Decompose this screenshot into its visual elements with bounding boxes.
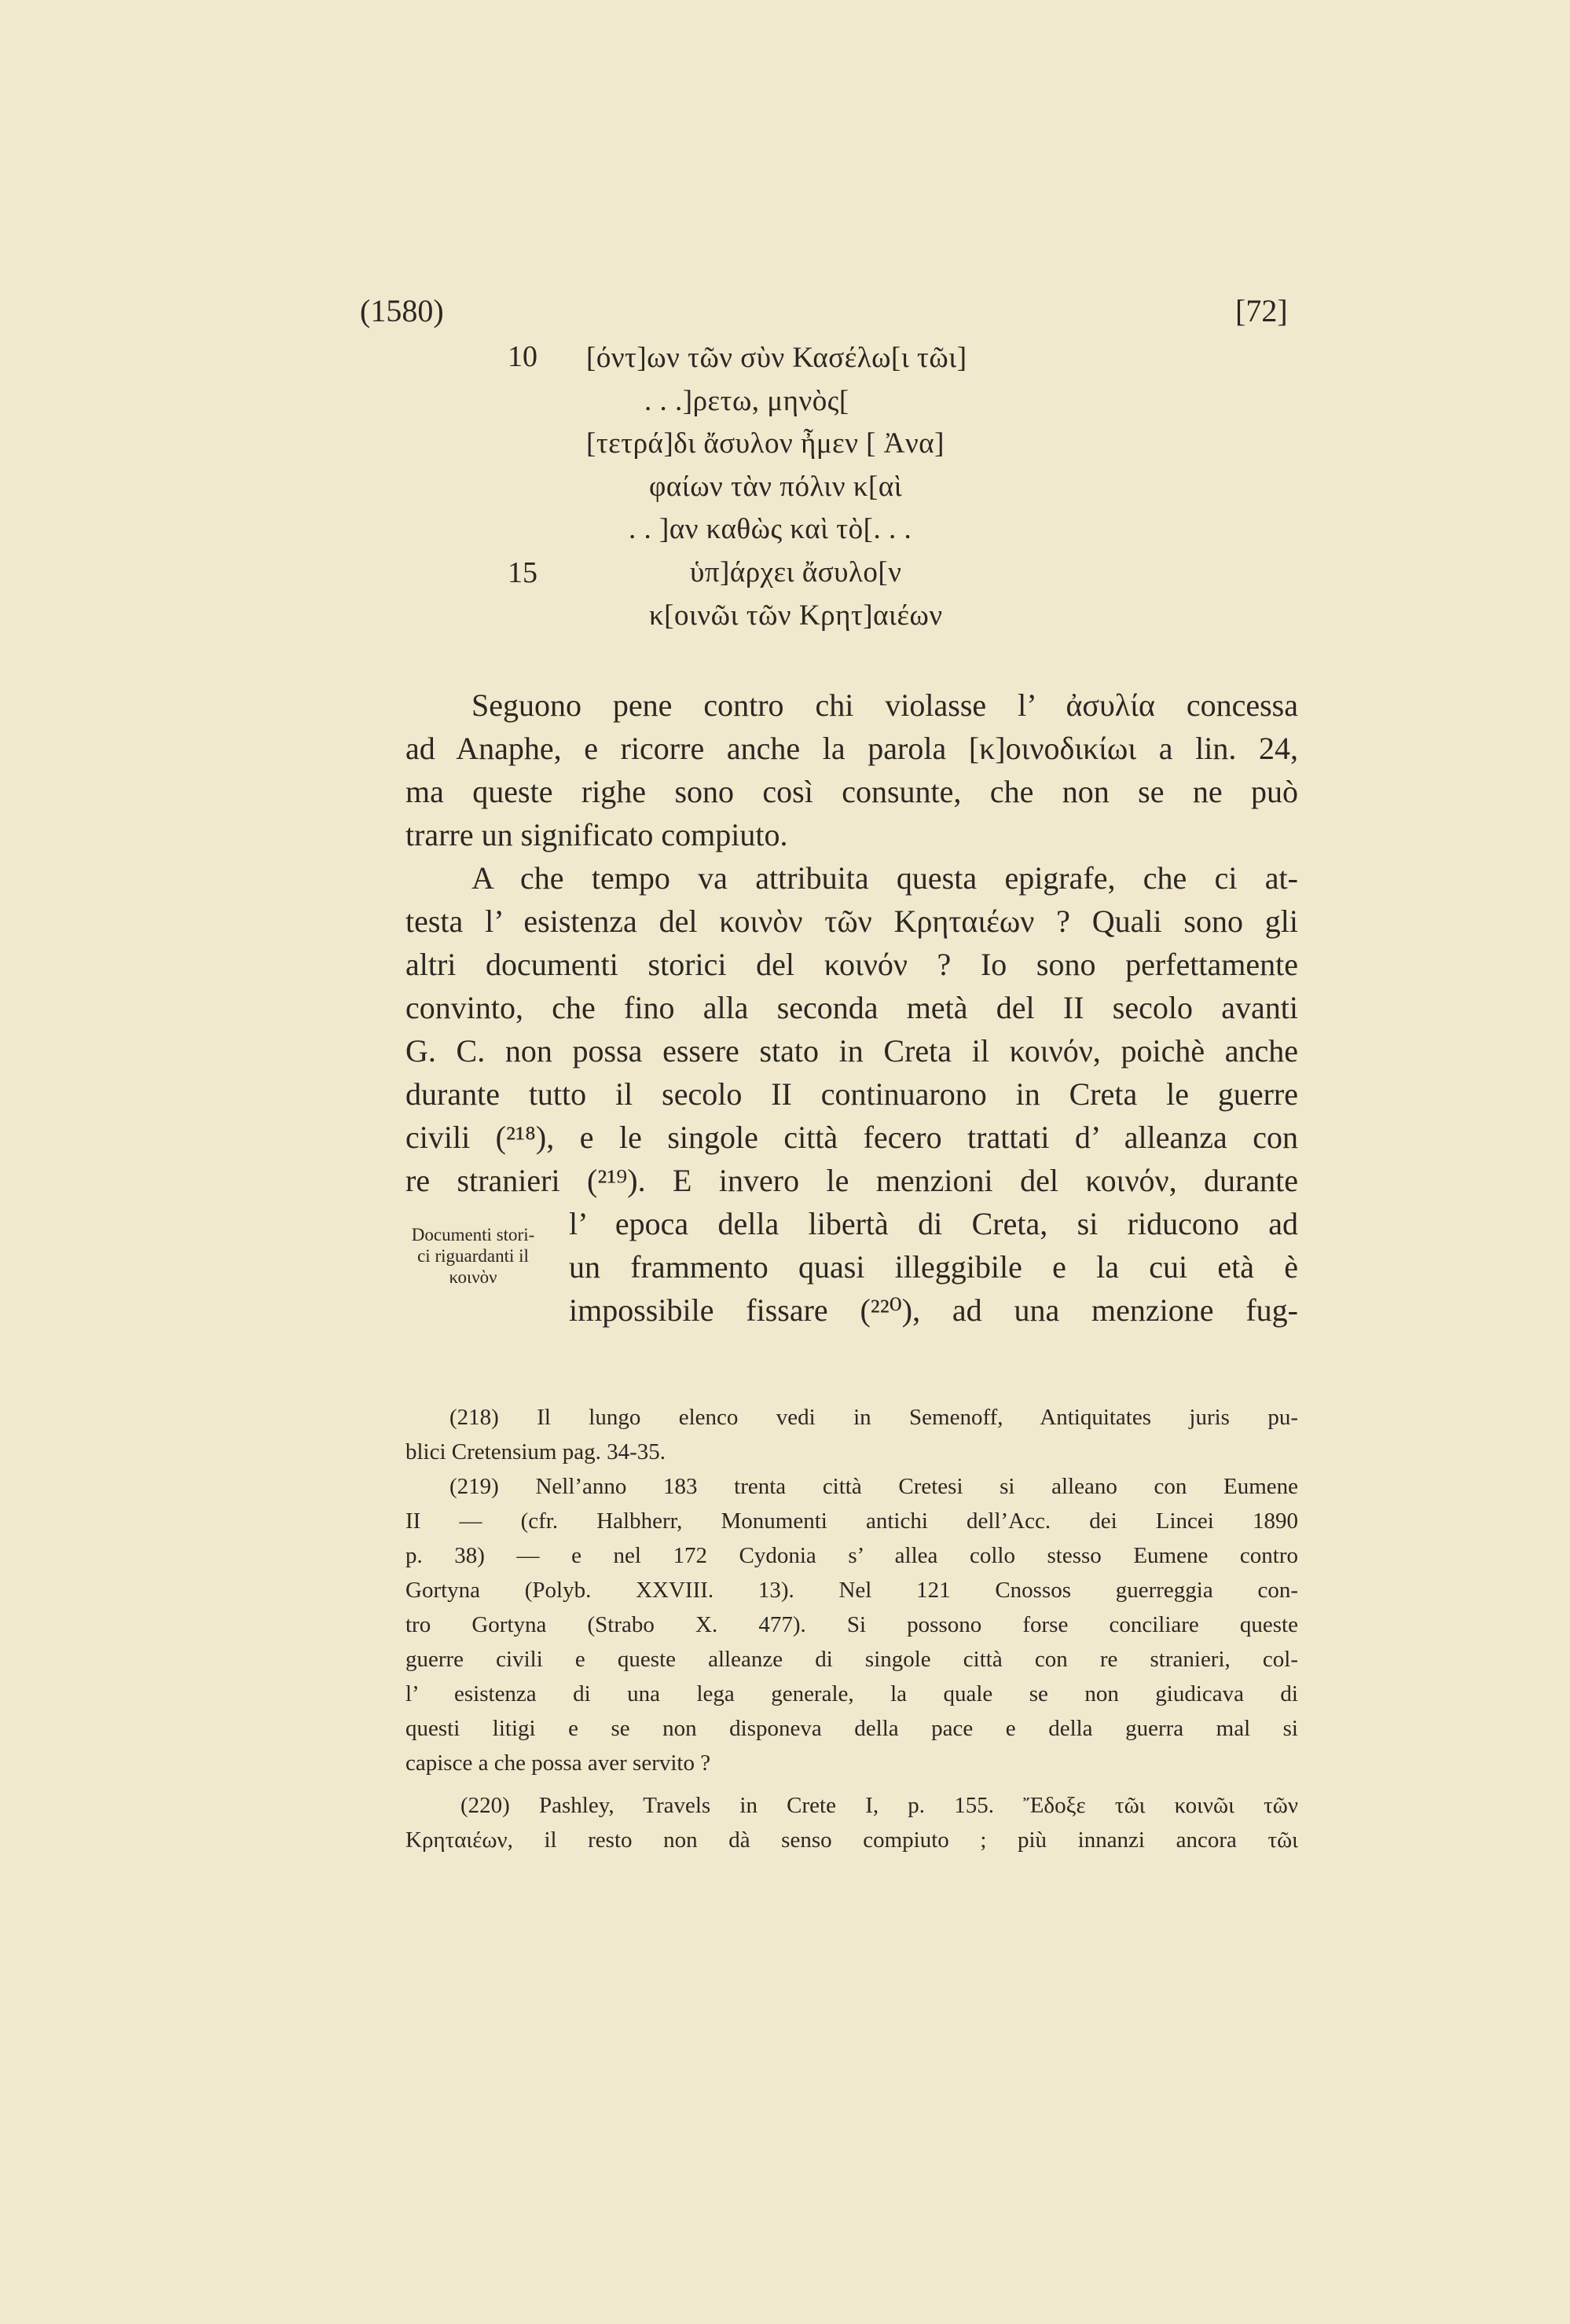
footnote-line: (220) Pashley, Travels in Crete I, p. 155. Ἔδοξε τῶι κοινῶι τῶν bbox=[460, 1793, 1298, 1818]
footnote-line: guerre civili e queste alleanze di singole città con re stranieri, col- bbox=[405, 1647, 1298, 1672]
body-line: testa l’ esistenza del κοινὸν τῶν Κρηταιέων ? Quali sono gli bbox=[405, 904, 1298, 939]
margin-note bbox=[383, 1224, 563, 1288]
body-line: ad Anaphe, e ricorre anche la parola [κ]οινοδικίωι a lin. 24, bbox=[405, 731, 1298, 766]
footnote-line: l’ esistenza di una lega generale, la quale se non giudicava di bbox=[405, 1681, 1298, 1706]
footnote-line: Κρηταιέων, il resto non dà senso compiuto ; più innanzi ancora τῶι bbox=[405, 1827, 1298, 1853]
body-line: trarre un significato compiuto. bbox=[405, 817, 788, 852]
inscription-line: κ[οινῶι τῶν Κρητ]αιέων bbox=[649, 599, 943, 632]
margin-note-line: ci riguardanti il bbox=[417, 1246, 529, 1266]
page-header-left: (1580) bbox=[360, 293, 444, 328]
body-line: Seguono pene contro chi violasse l’ ἀσυλία concessa bbox=[471, 687, 1298, 723]
inscription-line: [όντ]ων τῶν σὺν Κασέλω[ι τῶι] bbox=[586, 342, 967, 374]
inscription-line-number-15: 15 bbox=[508, 556, 537, 589]
footnote-line: blici Cretensium pag. 34-35. bbox=[405, 1439, 666, 1464]
body-line: un frammento quasi illeggibile e la cui età è bbox=[569, 1249, 1298, 1285]
inscription-line: φαίων τὰν πόλιν κ[αὶ bbox=[649, 471, 903, 503]
footnote-line: p. 38) — e nel 172 Cydonia s’ allea collo stesso Eumene contro bbox=[405, 1543, 1298, 1568]
footnote-line: (219) Nell’anno 183 trenta città Cretesi si alleano con Eumene bbox=[449, 1474, 1298, 1499]
footnote-line: II — (cfr. Halbherr, Monumenti antichi dell’Acc. dei Lincei 1890 bbox=[405, 1508, 1298, 1534]
body-line: G. C. non possa essere stato in Creta il κοινόν, poichè anche bbox=[405, 1033, 1298, 1069]
footnote-line: questi litigi e se non disponeva della pace e della guerra mal si bbox=[405, 1716, 1298, 1741]
body-line: l’ epoca della libertà di Creta, si riducono ad bbox=[569, 1206, 1298, 1241]
page-header-right: [72] bbox=[1235, 293, 1288, 328]
footnote-line: tro Gortyna (Strabo X. 477). Si possono forse conciliare queste bbox=[405, 1612, 1298, 1637]
footnote-line: (218) Il lungo elenco vedi in Semenoff, Antiquitates juris pu- bbox=[449, 1405, 1298, 1430]
body-line: ma queste righe sono così consunte, che non se ne può bbox=[405, 774, 1298, 809]
body-line: re stranieri (²¹⁹). E invero le menzioni del κοινόν, durante bbox=[405, 1163, 1298, 1198]
inscription-line: [τετρά]δι ἄσυλον ἦμεν [ Ἀνα] bbox=[586, 427, 945, 460]
footnote-line: Gortyna (Polyb. XXVIII. 13). Nel 121 Cnossos guerreggia con- bbox=[405, 1578, 1298, 1603]
inscription-line: . . .]ρετω, μηνὸς[ bbox=[644, 385, 849, 417]
margin-note-line: κοινὸν bbox=[449, 1267, 497, 1287]
body-line: durante tutto il secolo II continuarono in Creta le guerre bbox=[405, 1076, 1298, 1112]
body-line: A che tempo va attribuita questa epigrafe, che ci at- bbox=[471, 860, 1298, 896]
body-line: impossibile fissare (²²⁰), ad una menzione fug- bbox=[569, 1292, 1298, 1328]
body-line: convinto, che fino alla seconda metà del II secolo avanti bbox=[405, 990, 1298, 1025]
margin-note-line: Documenti stori- bbox=[411, 1225, 535, 1244]
inscription-line-number-10: 10 bbox=[508, 340, 537, 373]
inscription-line: ὑπ]άρχει ἄσυλο[ν bbox=[690, 556, 902, 588]
body-line: altri documenti storici del κοινόν ? Io sono perfettamente bbox=[405, 947, 1298, 982]
footnote-line: capisce a che possa aver servito ? bbox=[405, 1750, 711, 1776]
body-line: civili (²¹⁸), e le singole città fecero trattati d’ alleanza con bbox=[405, 1120, 1298, 1155]
inscription-line: . . ]αν καθὼς καὶ τὸ[. . . bbox=[629, 513, 912, 545]
